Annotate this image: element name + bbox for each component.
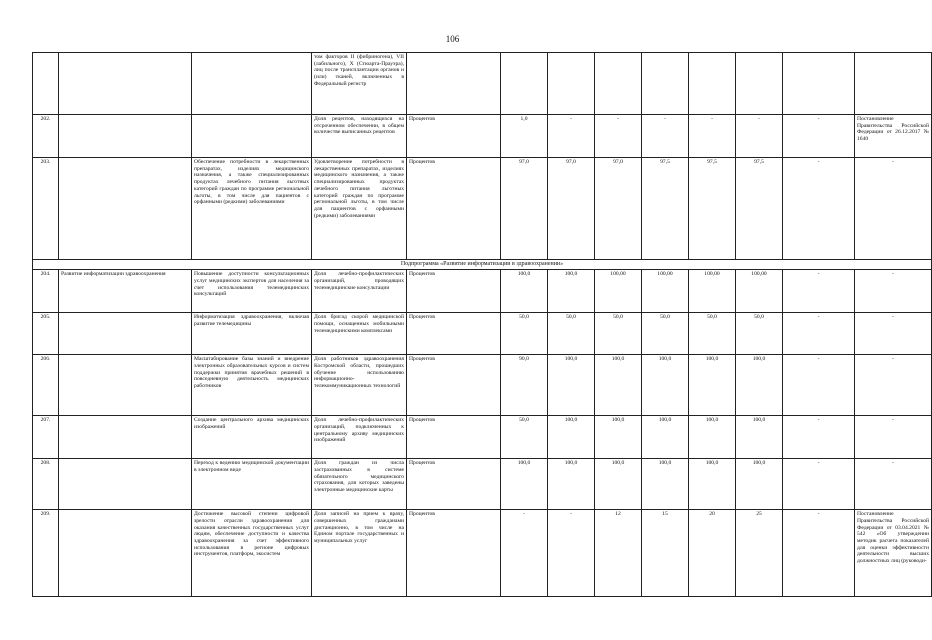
value-cell: - bbox=[548, 115, 595, 158]
value-cell: 50,0 bbox=[736, 313, 783, 355]
task-cell: Повышение доступности консультационных услуг медицинских экспертов для населения за счет использования телемедицинских консультаций bbox=[192, 270, 312, 313]
value-cell: 100,0 bbox=[689, 355, 736, 416]
value-cell: 90,0 bbox=[501, 355, 548, 416]
value-cell: 12 bbox=[595, 510, 642, 597]
unit-cell: Процентов bbox=[407, 416, 501, 459]
indicator-cell: Доля граждан из числа застрахованных в системе обязательного медицинского страхования, для которых заведены электронные медицинские карты bbox=[312, 459, 407, 510]
program-cell bbox=[59, 115, 192, 158]
value-cell: 20 bbox=[689, 510, 736, 597]
value-cell: 100,0 bbox=[501, 459, 548, 510]
indicators-table bbox=[32, 52, 932, 597]
program-cell bbox=[59, 416, 192, 459]
value-cell: 100,0 bbox=[689, 416, 736, 459]
value-cell: - bbox=[548, 510, 595, 597]
value-cell: 50,0 bbox=[595, 313, 642, 355]
value-cell: 100,0 bbox=[736, 416, 783, 459]
document-cell: - bbox=[855, 313, 932, 355]
unit-cell: Процентов bbox=[407, 270, 501, 313]
value-cell: 97,0 bbox=[501, 158, 548, 260]
value-cell: 50,0 bbox=[501, 416, 548, 459]
row-number: 205. bbox=[33, 313, 59, 355]
table-row bbox=[33, 53, 932, 115]
task-cell: Обеспечение потребности в лекарственных препаратах, изделиях медицинского назначения, а также специализированных продуктах лечебного питания льготных категорий граждан по программе региональной льготы, в том числе для пациентов с орфанными (редкими) заболеваниями bbox=[192, 158, 312, 260]
indicator-cell: Доля лечебно-профилактических организаций, подключенных к центральному архиву медицинских изображений bbox=[312, 416, 407, 459]
extra-cell: - bbox=[783, 510, 855, 597]
task-cell: Масштабирование базы знаний и внедрение электронных образовательных курсов и систем поддержки принятия врачебных решений в повседневную деятельность медицинских работников bbox=[192, 355, 312, 416]
program-cell bbox=[59, 510, 192, 597]
row-number: 206. bbox=[33, 355, 59, 416]
value-cell bbox=[595, 53, 642, 115]
unit-cell: Процентов bbox=[407, 115, 501, 158]
indicator-cell: Доля работников здравоохранения Костромской области, прошедших обучение использованию информационно-телекоммуникационных технологий bbox=[312, 355, 407, 416]
row-number: 204. bbox=[33, 270, 59, 313]
value-cell: 100,0 bbox=[642, 459, 689, 510]
task-cell bbox=[192, 115, 312, 158]
table-row bbox=[33, 355, 932, 416]
value-cell: 97,5 bbox=[689, 158, 736, 260]
table-row bbox=[33, 158, 932, 260]
value-cell: - bbox=[501, 510, 548, 597]
section-title: Подпрограмма «Развитие информатизации в здравоохранении» bbox=[33, 260, 932, 270]
program-cell bbox=[59, 53, 192, 115]
value-cell: 100,00 bbox=[595, 270, 642, 313]
value-cell: - bbox=[595, 115, 642, 158]
extra-cell: - bbox=[783, 313, 855, 355]
row-number: 202. bbox=[33, 115, 59, 158]
row-number: 209. bbox=[33, 510, 59, 597]
value-cell: 50,0 bbox=[548, 313, 595, 355]
indicator-cell: Удовлетворение потребности в лекарственных препаратах, изделиях медицинского назначения, а также специализированных продуктах лечебного питания льготных категорий граждан по программе региональной льготы, в том числе для пациентов с орфанными (редкими) заболеваниями bbox=[312, 158, 407, 260]
indicator-cell: Доля лечебно-профилактических организаций, проводящих телемедицинские консультации bbox=[312, 270, 407, 313]
value-cell: 100,00 bbox=[689, 270, 736, 313]
document-cell: Постановление Правительства Российской Федерации от 03.04.2021 № 542 «Об утверждении методик расчета показателей для оценки эффективности деятельности высших должностных лиц (руководи- bbox=[855, 510, 932, 597]
value-cell: 97,0 bbox=[595, 158, 642, 260]
document-cell: Постановление Правительства Российской Федерации от 26.12.2017 № 1640 bbox=[855, 115, 932, 158]
value-cell: 100,0 bbox=[595, 459, 642, 510]
extra-cell: - bbox=[783, 355, 855, 416]
value-cell: 100,0 bbox=[595, 355, 642, 416]
table-row bbox=[33, 510, 932, 597]
task-cell: Создание центрального архива медицинских изображений bbox=[192, 416, 312, 459]
task-cell: Достижение высокой степени цифровой зрелости отрасли здравоохранения для оказания качественных государственных услуг людям, обеспечение доступности и качества здравоохранения за счет эффективного использования в регионе цифровых инструментов, платформ, экосистем bbox=[192, 510, 312, 597]
unit-cell: Процентов bbox=[407, 355, 501, 416]
extra-cell: - bbox=[783, 270, 855, 313]
extra-cell: - bbox=[783, 459, 855, 510]
unit-cell: Процентов bbox=[407, 158, 501, 260]
unit-cell bbox=[407, 53, 501, 115]
extra-cell: - bbox=[783, 158, 855, 260]
task-cell: Переход к ведению медицинской документации в электронном виде bbox=[192, 459, 312, 510]
unit-cell: Процентов bbox=[407, 459, 501, 510]
task-cell bbox=[192, 53, 312, 115]
value-cell: 97,5 bbox=[736, 158, 783, 260]
indicator-cell: Доля записей на прием к врачу, совершенных гражданами дистанционно, в том числе на Едином портале государственных и муниципальных услуг bbox=[312, 510, 407, 597]
value-cell: - bbox=[736, 115, 783, 158]
unit-cell: Процентов bbox=[407, 510, 501, 597]
unit-cell: Процентов bbox=[407, 313, 501, 355]
document-cell: - bbox=[855, 416, 932, 459]
indicator-cell: том факторов II (фибриногена), VII (лабильного), X (Стюарта-Прауэра), лиц после трансплантации органов и (или) тканей, включенных в Федеральный регистр bbox=[312, 53, 407, 115]
program-cell bbox=[59, 355, 192, 416]
value-cell: 100,0 bbox=[736, 355, 783, 416]
value-cell bbox=[736, 53, 783, 115]
value-cell bbox=[642, 53, 689, 115]
value-cell: 1,0 bbox=[501, 115, 548, 158]
value-cell: - bbox=[642, 115, 689, 158]
value-cell: 100,0 bbox=[548, 459, 595, 510]
document-cell: - bbox=[855, 355, 932, 416]
extra-cell: - bbox=[783, 416, 855, 459]
value-cell: 100,0 bbox=[689, 459, 736, 510]
value-cell: 100,0 bbox=[501, 270, 548, 313]
extra-cell: - bbox=[783, 115, 855, 158]
value-cell: 50,0 bbox=[689, 313, 736, 355]
value-cell: 50,0 bbox=[642, 313, 689, 355]
task-cell: Информатизация здравоохранения, включая развитие телемедицины bbox=[192, 313, 312, 355]
table-row bbox=[33, 270, 932, 313]
document-cell: - bbox=[855, 459, 932, 510]
document-cell: - bbox=[855, 158, 932, 260]
indicator-cell: Доля бригад скорой медицинской помощи, оснащенных мобильными телемедицинскими комплексами bbox=[312, 313, 407, 355]
value-cell: 100,0 bbox=[595, 416, 642, 459]
value-cell: 15 bbox=[642, 510, 689, 597]
value-cell bbox=[548, 53, 595, 115]
row-number bbox=[33, 53, 59, 115]
value-cell: 50,0 bbox=[501, 313, 548, 355]
value-cell: 25 bbox=[736, 510, 783, 597]
value-cell: 97,0 bbox=[548, 158, 595, 260]
value-cell: 97,5 bbox=[642, 158, 689, 260]
value-cell bbox=[501, 53, 548, 115]
value-cell: - bbox=[689, 115, 736, 158]
indicator-cell: Доля рецептов, находящихся на отсроченном обеспечении, в общем количестве выписанных рецептов bbox=[312, 115, 407, 158]
value-cell: 100,00 bbox=[642, 270, 689, 313]
value-cell: 100,00 bbox=[736, 270, 783, 313]
program-cell bbox=[59, 313, 192, 355]
value-cell: 100,0 bbox=[642, 416, 689, 459]
value-cell: 100,0 bbox=[548, 416, 595, 459]
value-cell: 100,0 bbox=[642, 355, 689, 416]
section-header-row bbox=[33, 260, 932, 270]
table-row bbox=[33, 313, 932, 355]
value-cell: 100,0 bbox=[548, 355, 595, 416]
table-row bbox=[33, 459, 932, 510]
value-cell bbox=[689, 53, 736, 115]
value-cell: 100,0 bbox=[548, 270, 595, 313]
page-number: 106 bbox=[445, 34, 460, 44]
document-cell: - bbox=[855, 270, 932, 313]
value-cell: 100,0 bbox=[736, 459, 783, 510]
row-number: 207. bbox=[33, 416, 59, 459]
row-number: 208. bbox=[33, 459, 59, 510]
table-row bbox=[33, 416, 932, 459]
program-cell bbox=[59, 158, 192, 260]
extra-cell bbox=[783, 53, 855, 115]
table-row bbox=[33, 115, 932, 158]
row-number: 203. bbox=[33, 158, 59, 260]
program-cell: Развитие информатизации здравоохранения bbox=[59, 270, 192, 313]
document-cell bbox=[855, 53, 932, 115]
program-cell bbox=[59, 459, 192, 510]
